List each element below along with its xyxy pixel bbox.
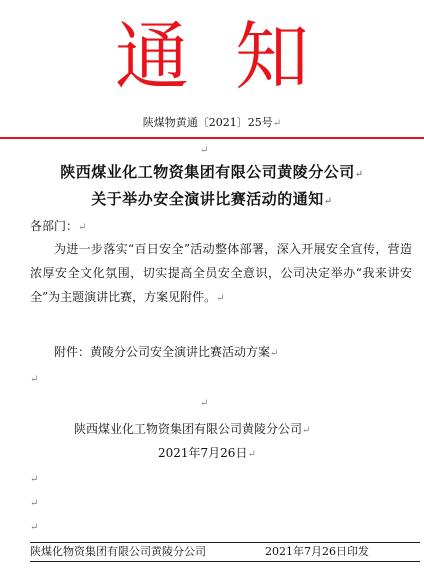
footer-top-rule <box>30 542 420 543</box>
signer-organization: 陕西煤业化工物资集团有限公司黄陵分公司↵ <box>74 422 311 436</box>
notice-body: 为进一步落实“百日安全”活动整体部署，深入开展安全宣传，营造浓厚安全文化氛围，切实提高全员安全意识，公司决定举办“我来讲安全”为主题演讲比赛，方案见附件。↵ <box>30 242 412 304</box>
document-number: 陕煤物黄通〔2021〕25号↵ <box>142 116 282 129</box>
salutation: 各部门：↵ <box>30 219 87 233</box>
footer-issue-date: 2021年7月26日印发 <box>265 545 369 558</box>
paragraph-mark-icon: ↵ <box>354 169 364 180</box>
paragraph-mark-icon: ↵ <box>78 222 87 233</box>
paragraph-mark-icon: ↵ <box>30 498 39 509</box>
footer-bottom-rule <box>30 561 420 562</box>
paragraph-mark-icon: ↵ <box>323 196 333 207</box>
paragraph-mark-icon: ↵ <box>200 398 209 409</box>
paragraph-mark-icon: ↵ <box>247 449 256 460</box>
paragraph-mark-icon: ↵ <box>302 425 311 436</box>
red-divider-line <box>0 137 424 139</box>
paragraph-mark-icon: ↵ <box>30 474 39 485</box>
paragraph-mark-icon: ↵ <box>200 145 209 156</box>
attachment-line: 附件：黄陵分公司安全演讲比赛活动方案↵ <box>54 345 279 359</box>
paragraph-mark-icon: ↵ <box>30 374 39 385</box>
notice-headline: 通知 <box>115 14 355 100</box>
footer-issuer: 陕煤化物资集团有限公司黄陵分公司 <box>30 545 206 558</box>
paragraph-mark-icon: ↵ <box>272 118 282 129</box>
paragraph-mark-icon: ↵ <box>30 522 39 533</box>
paragraph-mark-icon: ↵ <box>270 348 279 359</box>
paragraph-mark-icon: ↵ <box>216 293 225 304</box>
notice-title-line1: 陕西煤业化工物资集团有限公司黄陵分公司↵ <box>60 163 364 181</box>
notice-title-line2: 关于举办安全演讲比赛活动的通知↵ <box>91 190 333 208</box>
signature-date: 2021年7月26日↵ <box>158 446 256 460</box>
